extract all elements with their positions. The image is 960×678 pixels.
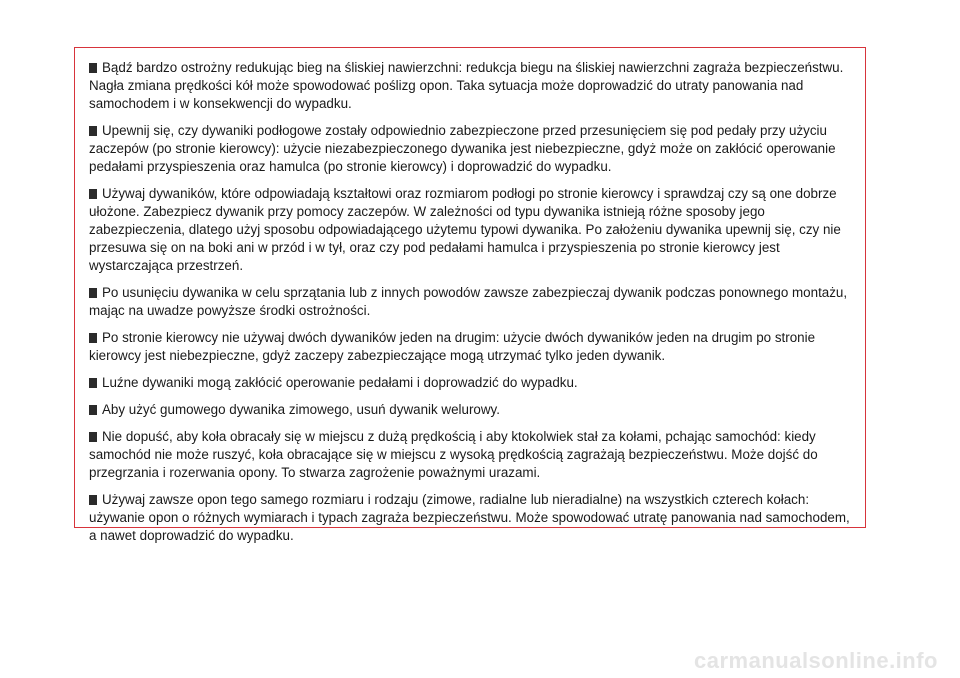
square-bullet-icon bbox=[89, 495, 97, 505]
warning-paragraph-3 bbox=[89, 185, 853, 275]
square-bullet-icon bbox=[89, 333, 97, 343]
warning-paragraph-5 bbox=[89, 329, 853, 365]
warning-paragraph-8 bbox=[89, 428, 853, 482]
warning-text-2: Upewnij się, czy dywaniki podłogowe zostały odpowiednio zabezpieczone przed przesunięciem się pod pedały przy użyciu zaczepów (po stronie kierowcy): użycie niezabezpieczonego dywanika jest niebezpieczne, gdyż może on zakłócić operowanie pedałami przyspieszenia oraz hamulca (po stronie kierowcy) i doprowadzić do wypadku. bbox=[89, 123, 836, 174]
square-bullet-icon bbox=[89, 378, 97, 388]
warning-paragraph-1 bbox=[89, 59, 853, 113]
warning-text-7: Aby użyć gumowego dywanika zimowego, usuń dywanik welurowy. bbox=[102, 402, 500, 417]
warning-text-9: Używaj zawsze opon tego samego rozmiaru i rodzaju (zimowe, radialne lub nieradialne) na wszystkich czterech kołach: używanie opon o różnych wymiarach i typach zagraża bezpieczeństwu. Może spowodować utratę panowania nad samochodem, a nawet doprowadzić do wypadku. bbox=[89, 492, 850, 543]
warning-box bbox=[74, 47, 866, 543]
warning-text-3: Używaj dywaników, które odpowiadają kształtowi oraz rozmiarom podłogi po stronie kierowcy i sprawdzaj czy są one dobrze ułożone. Zabezpiecz dywanik przy pomocy zaczepów. W zależności od typu dywanika istnieją różne sposoby jego zabezpieczenia, dlatego użyj sposobu odpowiadającego użytemu typowi dywanika. Po założeniu dywanika upewnij się, czy nie przesuwa się on na boki ani w przód i w tył, oraz czy pod pedałami hamulca i przyspieszenia po stronie kierowcy jest wystarczająca przestrzeń. bbox=[89, 186, 841, 273]
square-bullet-icon bbox=[89, 63, 97, 73]
square-bullet-icon bbox=[89, 288, 97, 298]
warning-paragraph-9 bbox=[89, 491, 853, 545]
square-bullet-icon bbox=[89, 432, 97, 442]
warning-paragraph-6 bbox=[89, 374, 853, 392]
warning-paragraph-2 bbox=[89, 122, 853, 176]
warning-paragraph-4 bbox=[89, 284, 853, 320]
warning-text-5: Po stronie kierowcy nie używaj dwóch dywaników jeden na drugim: użycie dwóch dywaników jeden na drugim po stronie kierowcy jest niebezpieczne, gdyż zaczepy zabezpieczające mogą utrzymać tylko jeden dywanik. bbox=[89, 330, 816, 363]
warning-text-1: Bądź bardzo ostrożny redukując bieg na śliskiej nawierzchni: redukcja biegu na śliskiej nawierzchni zagraża bezpieczeństwu. Nagła zmiana prędkości kół może spowodować poślizg opon. Taka sytuacja może doprowadzić do utraty panowania nad samochodem i w konsekwencji do wypadku. bbox=[89, 60, 844, 111]
square-bullet-icon bbox=[89, 189, 97, 199]
square-bullet-icon bbox=[89, 405, 97, 415]
warning-text-6: Luźne dywaniki mogą zakłócić operowanie pedałami i doprowadzić do wypadku. bbox=[102, 375, 578, 390]
warning-text-4: Po usunięciu dywanika w celu sprzątania lub z innych powodów zawsze zabezpieczaj dywanik podczas ponownego montażu, mając na uwadze powyższe środki ostrożności. bbox=[89, 285, 848, 318]
warning-text-8: Nie dopuść, aby koła obracały się w miejscu z dużą prędkością i aby ktokolwiek stał za kołami, pchając samochód: kiedy samochód nie może ruszyć, koła obracające się w miejscu z wysoką prędkością zagrażają bezpieczeństwu. Może dojść do przegrzania i rozerwania opony. To stwarza zagrożenie poważnymi urazami. bbox=[89, 429, 818, 480]
watermark: carmanualsonline.info bbox=[694, 648, 938, 673]
warning-paragraph-7 bbox=[89, 401, 853, 419]
square-bullet-icon bbox=[89, 126, 97, 136]
